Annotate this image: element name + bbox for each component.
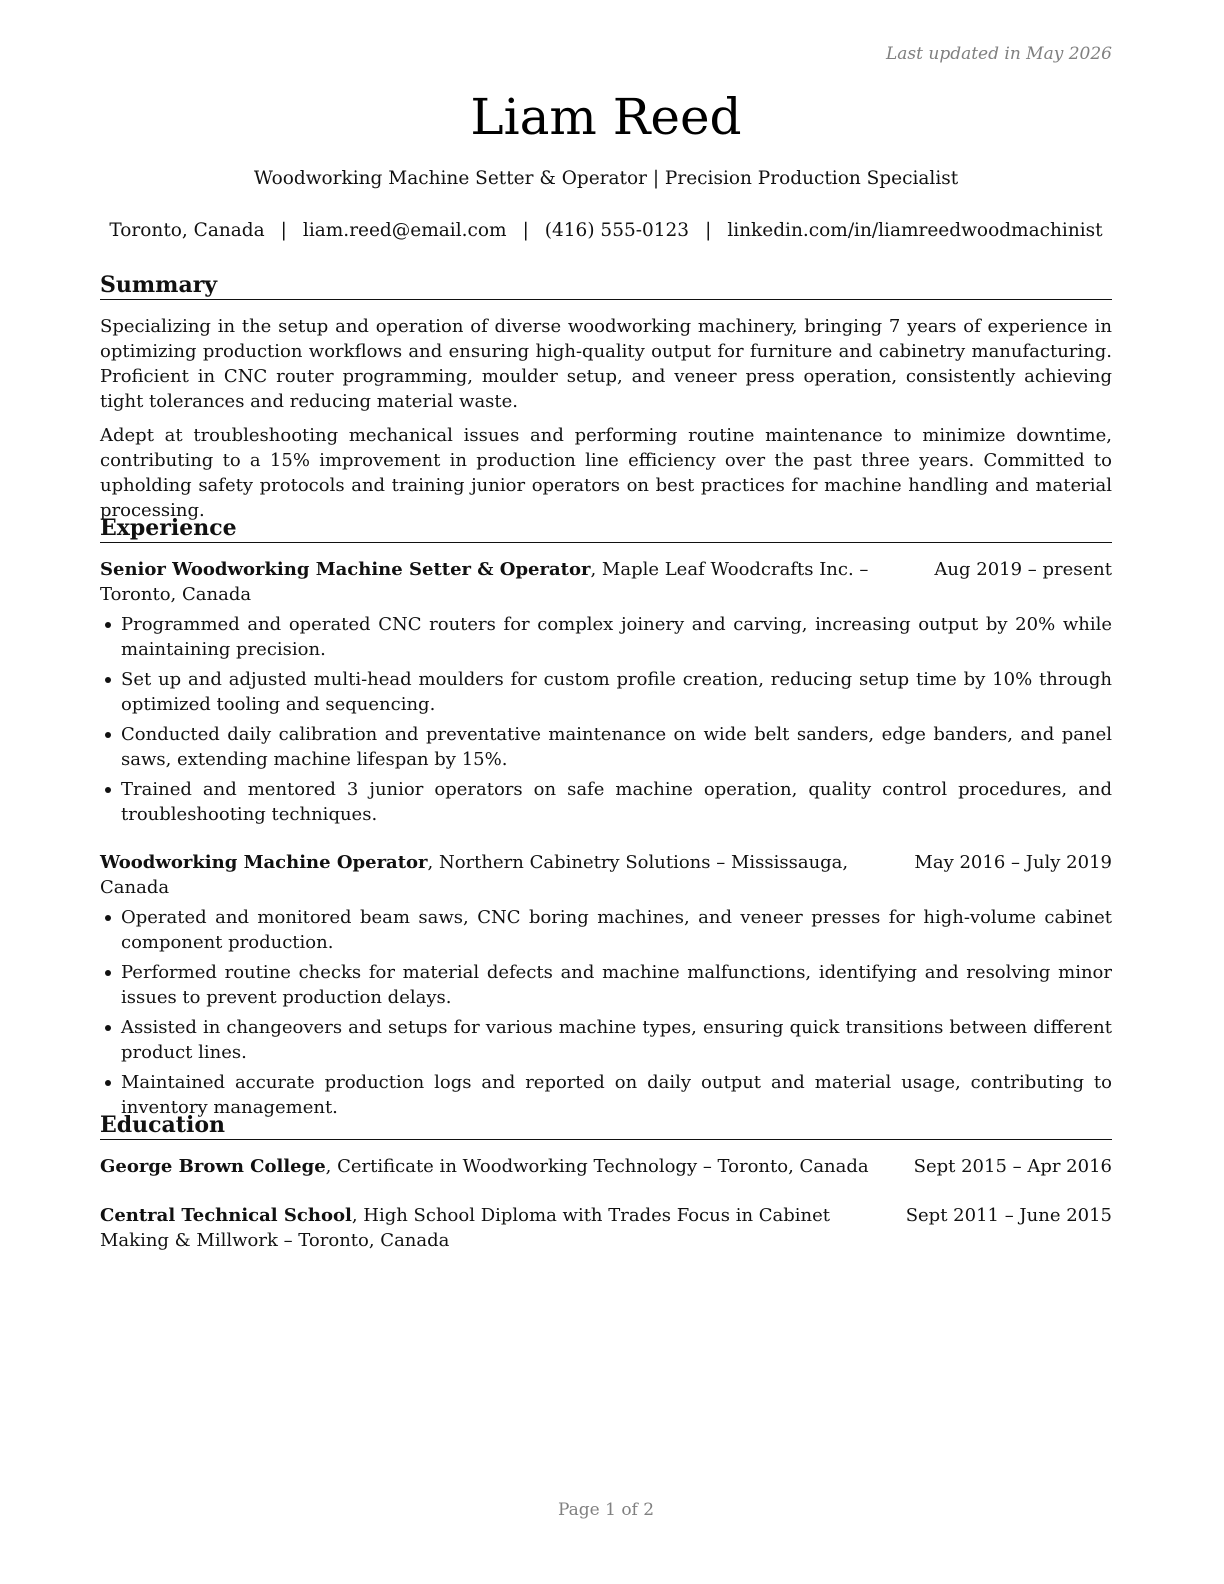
page-number: Page 1 of 2 bbox=[557, 1500, 655, 1520]
candidate-name: Liam Reed bbox=[470, 88, 742, 146]
job-bullet: Performed routine checks for material defects and machine malfunctions, identifying and resolving minor issues to prevent production delays. bbox=[100, 960, 1112, 1010]
job-bullet: Operated and monitored beam saws, CNC boring machines, and veneer presses for high-volume cabinet component production. bbox=[100, 905, 1112, 955]
contact-email[interactable]: liam.reed@email.com bbox=[302, 220, 507, 241]
education-title-line bbox=[100, 1154, 1112, 1179]
contact-line bbox=[100, 218, 1112, 244]
contact-separator: | bbox=[280, 220, 287, 241]
job-title: Senior Woodworking Machine Setter & Operator bbox=[100, 559, 591, 580]
headline: Woodworking Machine Setter & Operator | Precision Production Specialist bbox=[253, 168, 959, 189]
job-bullets bbox=[100, 905, 1112, 1120]
school-dates: Sept 2011 – June 2015 bbox=[905, 1205, 1112, 1226]
job-dates: May 2016 – July 2019 bbox=[914, 852, 1112, 873]
contact-location: Toronto, Canada bbox=[109, 220, 265, 241]
summary-heading: Summary bbox=[100, 271, 1112, 300]
school-dates: Sept 2015 – Apr 2016 bbox=[913, 1156, 1112, 1177]
job-bullet: Trained and mentored 3 junior operators on safe machine operation, quality control procedures, and troubleshooting techniques. bbox=[100, 777, 1112, 827]
job-bullet: Maintained accurate production logs and reported on daily output and material usage, contributing to inventory management. bbox=[100, 1070, 1112, 1120]
school-details: , Certificate in Woodworking Technology – Toronto, Canada bbox=[325, 1156, 869, 1177]
school-name: George Brown College bbox=[100, 1156, 326, 1177]
experience-heading: Experience bbox=[100, 514, 1112, 543]
education-title-line bbox=[100, 1203, 1112, 1253]
contact-separator: | bbox=[705, 220, 712, 241]
job-bullet: Programmed and operated CNC routers for complex joinery and carving, increasing output by 20% while maintaining precision. bbox=[100, 612, 1112, 662]
resume-page bbox=[100, 0, 1112, 1584]
summary-paragraph: Adept at troubleshooting mechanical issues and performing routine maintenance to minimize downtime, contributing to a 15% improvement in production line efficiency over the past three years. Committed to upholding safety protocols and training junior operators on best practices for machine handling and material processing. bbox=[100, 425, 1112, 521]
school-details: , High School Diploma with Trades Focus in Cabinet Making & Millwork – Toronto, Canada bbox=[100, 1205, 831, 1251]
last-updated-note: Last updated in May 2026 bbox=[885, 44, 1112, 64]
contact-phone[interactable]: (416) 555-0123 bbox=[544, 220, 690, 241]
job-title-line bbox=[100, 557, 1112, 607]
education-entry bbox=[100, 1203, 1112, 1253]
contact-linkedin[interactable]: linkedin.com/in/liamreedwoodmachinist bbox=[727, 220, 1103, 241]
job-dates: Aug 2019 – present bbox=[934, 559, 1112, 580]
education-entry bbox=[100, 1154, 1112, 1179]
job-title: Woodworking Machine Operator bbox=[100, 852, 428, 873]
job-bullet: Conducted daily calibration and preventative maintenance on wide belt sanders, edge banders, and panel saws, extending machine lifespan by 15%. bbox=[100, 722, 1112, 772]
school-name: Central Technical School bbox=[100, 1205, 352, 1226]
education-heading: Education bbox=[100, 1111, 1112, 1140]
summary-paragraph: Specializing in the setup and operation of diverse woodworking machinery, bringing 7 years of experience in optimizing production workflows and ensuring high-quality output for furniture and cabinetry manufacturing. Proficient in CNC router programming, moulder setup, and veneer press operation, consistently achieving tight tolerances and reducing material waste. bbox=[100, 316, 1112, 412]
job-employer: , Northern Cabinetry Solutions – Mississauga, Canada bbox=[100, 852, 849, 898]
job-title-line bbox=[100, 850, 1112, 900]
job-entry bbox=[100, 850, 1112, 1125]
contact-separator: | bbox=[522, 220, 529, 241]
job-bullet: Assisted in changeovers and setups for various machine types, ensuring quick transitions between different product lines. bbox=[100, 1015, 1112, 1065]
job-entry bbox=[100, 557, 1112, 832]
job-bullets bbox=[100, 612, 1112, 827]
job-bullet: Set up and adjusted multi-head moulders for custom profile creation, reducing setup time by 10% through optimized tooling and sequencing. bbox=[100, 667, 1112, 717]
job-employer: , Maple Leaf Woodcrafts Inc. – Toronto, Canada bbox=[100, 559, 869, 605]
